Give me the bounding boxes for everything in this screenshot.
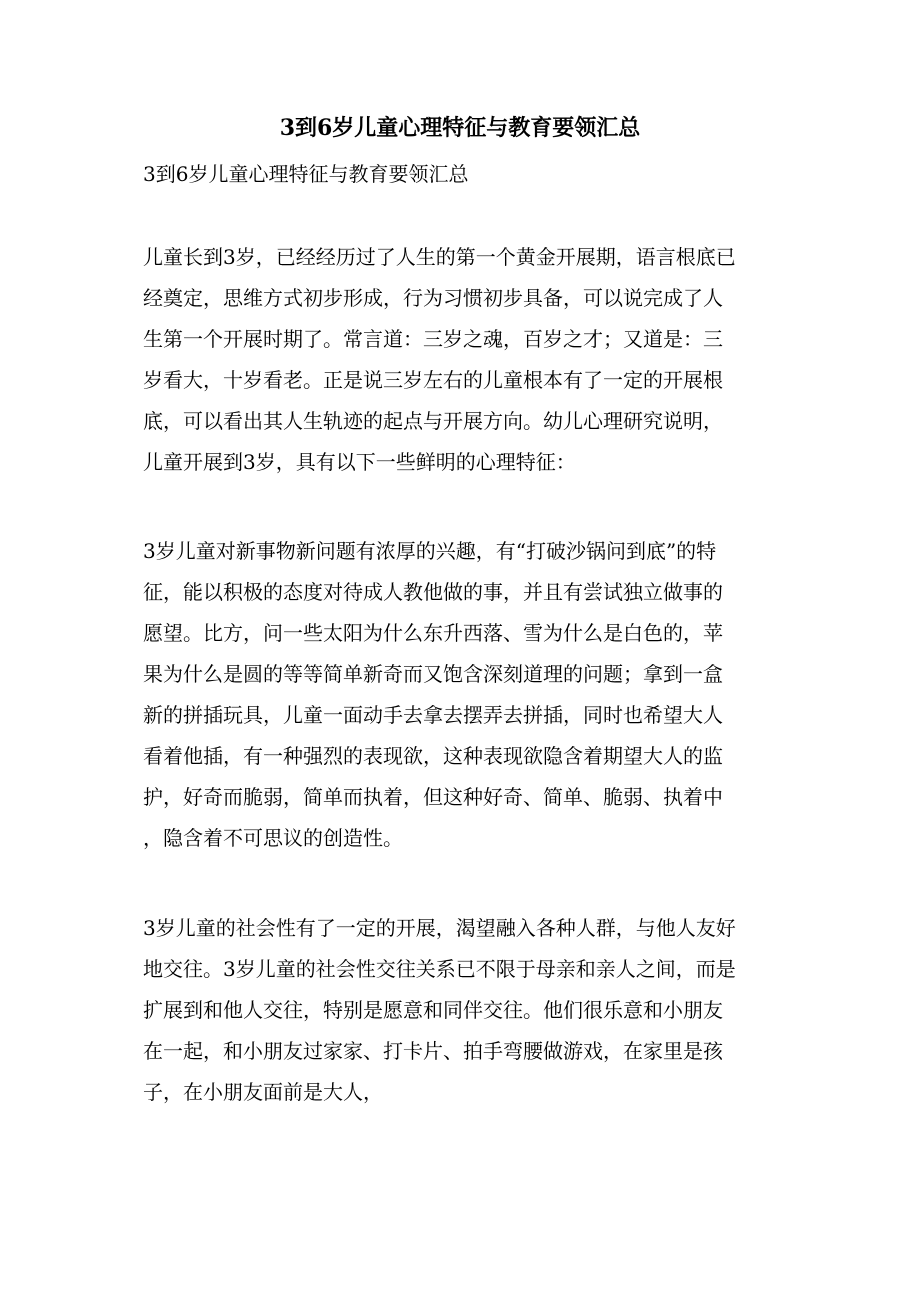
paragraph-line: 地交往。3岁儿童的社会性交往关系已不限于母亲和亲人之间，而是: [143, 957, 736, 981]
paragraph-line: 子，在小朋友面前是大人，: [143, 1080, 383, 1104]
paragraph-line: ，隐含着不可思议的创造性。: [143, 826, 403, 850]
paragraph-line: 看着他插，有一种强烈的表现欲，这种表现欲隐含着期望大人的监: [143, 744, 723, 768]
paragraph-line: 生第一个开展时期了。常言道：三岁之魂，百岁之才；又道是：三: [143, 327, 723, 351]
paragraph-1: [143, 237, 783, 483]
paragraph-line: 3岁儿童的社会性有了一定的开展，渴望融入各种人群，与他人友好: [143, 916, 736, 940]
paragraph-line: 经奠定，思维方式初步形成，行为习惯初步具备，可以说完成了人: [143, 286, 723, 310]
paragraph-line: 果为什么是圆的等等简单新奇而又饱含深刻道理的问题；拿到一盒: [143, 662, 723, 686]
paragraph-line: 岁看大，十岁看老。正是说三岁左右的儿童根本有了一定的开展根: [143, 368, 723, 392]
paragraph-line: 愿望。比方，问一些太阳为什么东升西落、雪为什么是白色的，苹: [143, 621, 723, 645]
paragraph-line: 征，能以积极的态度对待成人教他做的事，并且有尝试独立做事的: [143, 580, 723, 604]
paragraph-line: 儿童长到3岁，已经经历过了人生的第一个黄金开展期，语言根底已: [143, 245, 736, 269]
paragraph-3: [143, 908, 783, 1113]
document-subtitle: 3到6岁儿童心理特征与教育要领汇总: [143, 162, 469, 186]
paragraph-line: 护，好奇而脆弱，简单而执着，但这种好奇、简单、脆弱、执着中: [143, 785, 723, 809]
document-title: 3到6岁儿童心理特征与教育要领汇总: [279, 115, 641, 141]
paragraph-line: 扩展到和他人交往，特别是愿意和同伴交往。他们很乐意和小朋友: [143, 998, 723, 1022]
paragraph-2: [143, 531, 783, 859]
paragraph-line: 在一起，和小朋友过家家、打卡片、拍手弯腰做游戏，在家里是孩: [143, 1039, 723, 1063]
paragraph-line: 底，可以看出其人生轨迹的起点与开展方向。幼儿心理研究说明，: [143, 409, 723, 433]
paragraph-line: 儿童开展到3岁，具有以下一些鲜明的心理特征：: [143, 450, 576, 474]
paragraph-line: 新的拼插玩具，儿童一面动手去拿去摆弄去拼插，同时也希望大人: [143, 703, 723, 727]
paragraph-line: 3岁儿童对新事物新问题有浓厚的兴趣，有“打破沙锅问到底”的特: [143, 539, 717, 563]
